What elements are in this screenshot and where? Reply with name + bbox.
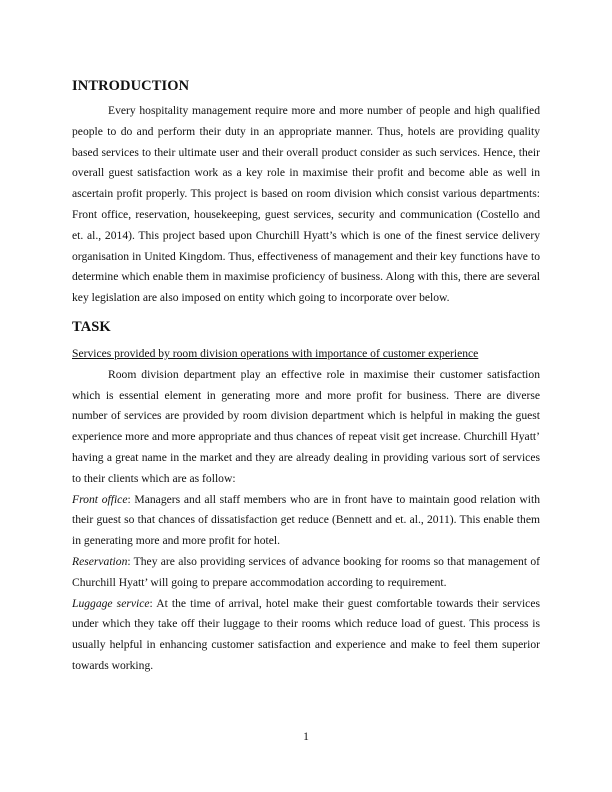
page-content: [72, 76, 540, 677]
service-item-luggage-service: [72, 594, 540, 677]
service-description: : At the time of arrival, hotel make their guest comfortable towards their services under which they take off their luggage to their rooms which reduce load of guest. This process is usually helpful in enhancing customer satisfaction and experience and make to feel them superior towards working.: [72, 596, 540, 672]
introduction-heading: INTRODUCTION: [72, 78, 190, 94]
introduction-paragraph: Every hospitality management require more and more number of people and high qualified people to do and perform their duty in an appropriate manner. Thus, hotels are providing quality based services to their ultimate user and their overall product consider as such services. Hence, their overall guest satisfaction work as a key role in maximise their profit and become able as well in ascertain profit properly. This project is based on room division which consist various departments: Front office, reservation, housekeeping, guest services, security and communication (Costello and et. al., 2014). This project based upon Churchill Hyatt’s which is one of the finest service delivery organisation in United Kingdom. Thus, effectiveness of management and their key functions have to determine which enable them in maximise proficiency of business. Along with this, there are several key legislation are also imposed on entity which going to incorporate over below.: [72, 104, 540, 305]
service-term: Front office: [72, 492, 128, 506]
task-heading: TASK: [72, 318, 111, 335]
service-description: : Managers and all staff members who are in front have to maintain good relation with their guest so that chances of dissatisfaction get reduce (Bennett and et. al., 2011). This enable them in generating more and more profit for hotel.: [72, 492, 540, 548]
service-item-reservation: [72, 552, 540, 594]
service-term: Reservation: [72, 554, 128, 568]
service-description: : They are also providing services of advance booking for rooms so that management of Churchill Hyatt’ will going to prepare accommodation according to requirement.: [72, 554, 540, 589]
page-number: 1: [303, 730, 309, 743]
service-term: Luggage service: [72, 596, 150, 610]
task-subheading: Services provided by room division operations with importance of customer experience: [72, 346, 479, 360]
task-paragraph: Room division department play an effective role in maximise their customer satisfaction which is essential element in generating more and more profit for business. There are diverse number of services are provided by room division department which is helpful in making the guest experience more and more appropriate and thus chances of repeat visit get increase. Churchill Hyatt’ having a great name in the market and they are already dealing in providing various sort of services to their clients which are as follow:: [72, 367, 540, 485]
service-item-front-office: [72, 490, 540, 552]
